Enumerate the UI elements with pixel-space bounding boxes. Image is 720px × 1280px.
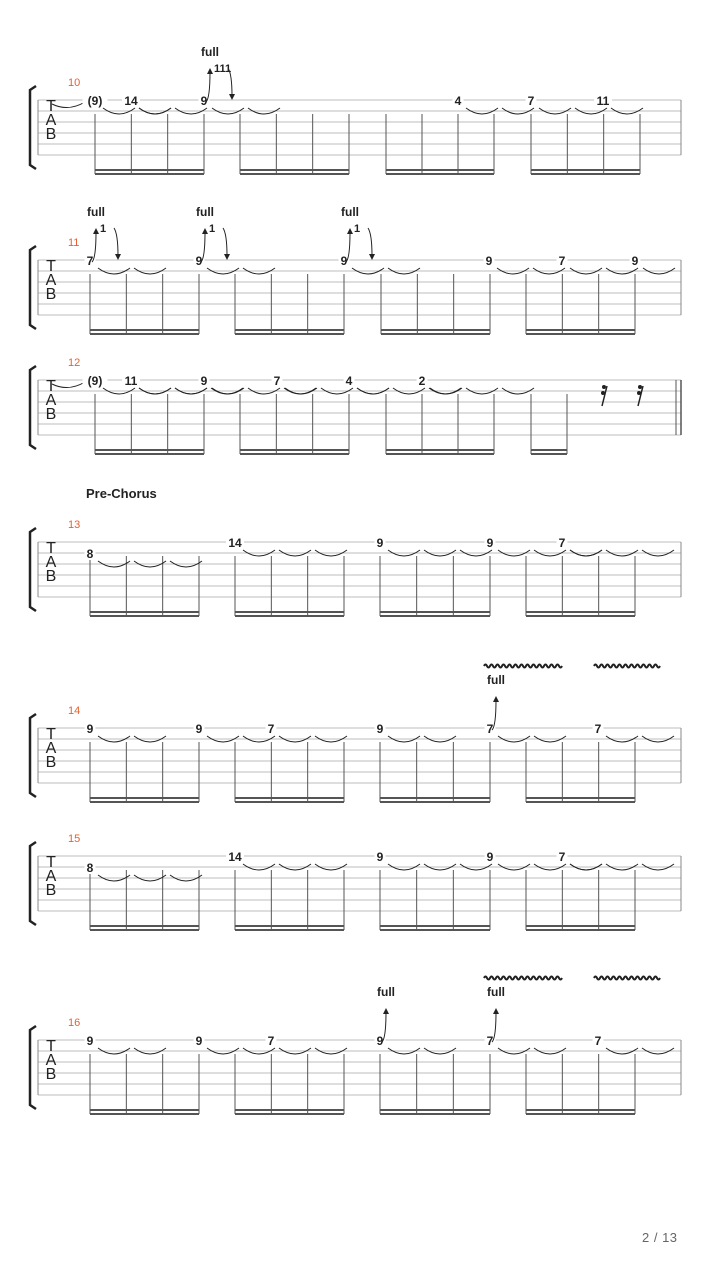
tie-arc — [52, 102, 85, 108]
tab-clef-letter: T — [46, 98, 56, 115]
beam — [526, 925, 635, 927]
fret-number: 9 — [195, 254, 203, 268]
release-arrowhead — [229, 94, 235, 100]
fret-number: 9 — [340, 254, 348, 268]
fret-number: 7 — [486, 722, 494, 736]
beam — [240, 449, 349, 451]
tab-clef-letter: B — [45, 882, 57, 899]
system-bracket — [30, 842, 36, 925]
beam — [235, 611, 344, 613]
tab-system-16 — [30, 977, 681, 1116]
fret-number: 9 — [485, 254, 493, 268]
beam — [380, 611, 490, 613]
fret-number: 9 — [486, 536, 494, 550]
system-bracket — [30, 1026, 36, 1109]
beam — [90, 801, 199, 803]
beam — [526, 611, 635, 613]
beam — [526, 1113, 635, 1115]
bend-arrowhead — [347, 228, 353, 234]
beam — [95, 449, 204, 451]
vibrato-line — [594, 665, 660, 668]
tab-clef-letter: A — [45, 554, 57, 571]
vibrato-line — [594, 977, 660, 980]
tab-system-14 — [30, 665, 681, 804]
beam — [235, 615, 344, 617]
page-number: 2 / 13 — [642, 1230, 678, 1245]
release-curve — [223, 228, 227, 256]
fret-number: 14 — [228, 850, 242, 864]
measure-number: 15 — [68, 833, 81, 845]
fret-number: 8 — [86, 861, 94, 875]
fret-number: (9) — [87, 94, 103, 108]
fret-number: 9 — [86, 722, 94, 736]
bend-arrowhead — [383, 1008, 389, 1014]
tab-clef-letter: A — [45, 272, 57, 289]
fret-number: 7 — [273, 374, 281, 388]
fret-number: 9 — [376, 722, 384, 736]
measure-number: 14 — [68, 705, 81, 717]
beam — [235, 333, 344, 335]
beam — [526, 797, 635, 799]
release-curve — [114, 228, 118, 256]
fret-number: 9 — [486, 850, 494, 864]
tab-system-15 — [30, 833, 681, 931]
beam — [90, 925, 199, 927]
bend-release-label: 111 — [214, 63, 232, 75]
beam — [526, 333, 635, 335]
fret-number: 7 — [267, 1034, 275, 1048]
beam — [235, 925, 344, 927]
beam — [531, 173, 640, 175]
beam — [95, 173, 204, 175]
beam — [235, 801, 344, 803]
vibrato-line — [484, 977, 562, 980]
beam — [386, 453, 494, 455]
bend-arrowhead — [493, 696, 499, 702]
fret-number: 4 — [345, 374, 353, 388]
beam — [531, 169, 640, 171]
beam — [95, 453, 204, 455]
beam — [381, 329, 490, 331]
beam — [380, 1113, 490, 1115]
fret-number: 9 — [195, 722, 203, 736]
fret-number: 11 — [124, 374, 138, 388]
beam — [95, 169, 204, 171]
system-bracket — [30, 366, 36, 449]
beam — [526, 801, 635, 803]
rest-dot — [602, 385, 606, 389]
rest-dot — [637, 391, 641, 395]
beam — [526, 615, 635, 617]
tab-clef-letter: A — [45, 740, 57, 757]
tab-system-12 — [30, 357, 681, 455]
beam — [380, 929, 490, 931]
fret-number: 11 — [596, 94, 610, 108]
fret-number: 9 — [195, 1034, 203, 1048]
beam — [386, 169, 494, 171]
tab-clef-letter: A — [45, 868, 57, 885]
fret-number: (9) — [87, 374, 103, 388]
rest-dot — [638, 385, 642, 389]
beam — [386, 449, 494, 451]
tab-system-11 — [30, 205, 681, 335]
beam — [526, 329, 635, 331]
fret-number: 9 — [200, 374, 208, 388]
beam — [90, 329, 199, 331]
beam — [235, 329, 344, 331]
system-bracket — [30, 86, 36, 169]
tab-clef-letter: T — [46, 378, 56, 395]
fret-number: 9 — [376, 850, 384, 864]
measure-number: 13 — [68, 519, 81, 531]
fret-number: 7 — [594, 1034, 602, 1048]
beam — [235, 1113, 344, 1115]
beam — [235, 929, 344, 931]
fret-number: 9 — [86, 1034, 94, 1048]
system-bracket — [30, 246, 36, 329]
tab-clef-letter: B — [45, 1066, 57, 1083]
beam — [526, 929, 635, 931]
bend-label: full — [87, 205, 105, 219]
bend-label: full — [341, 205, 359, 219]
tab-clef-letter: B — [45, 568, 57, 585]
beam — [531, 449, 567, 451]
fret-number: 9 — [376, 536, 384, 550]
system-bracket — [30, 528, 36, 611]
fret-number: 2 — [418, 374, 426, 388]
beam — [235, 797, 344, 799]
fret-number: 9 — [200, 94, 208, 108]
beam — [240, 453, 349, 455]
beam — [380, 797, 490, 799]
tab-clef-letter: T — [46, 854, 56, 871]
fret-number: 9 — [376, 1034, 384, 1048]
release-arrowhead — [115, 254, 121, 260]
beam — [90, 929, 199, 931]
beam — [90, 1113, 199, 1115]
fret-number: 7 — [558, 536, 566, 550]
bend-release-label: 1 — [100, 223, 107, 235]
beam — [235, 1109, 344, 1111]
measure-number: 11 — [68, 237, 80, 249]
tab-clef-letter: B — [45, 754, 57, 771]
measure-number: 16 — [68, 1017, 81, 1029]
fret-number: 7 — [594, 722, 602, 736]
bend-label: full — [377, 985, 395, 999]
tab-clef-letter: A — [45, 112, 57, 129]
fret-number: 8 — [86, 547, 94, 561]
system-bracket — [30, 714, 36, 797]
bend-release-label: 1 — [209, 223, 216, 235]
tab-clef-letter: T — [46, 540, 56, 557]
bend-label: full — [201, 45, 219, 59]
tab-system-13 — [30, 519, 681, 617]
tab-clef-letter: B — [45, 126, 57, 143]
fret-number: 7 — [558, 254, 566, 268]
beam — [380, 925, 490, 927]
rest-stem — [602, 386, 607, 406]
beam — [90, 333, 199, 335]
release-arrowhead — [369, 254, 375, 260]
tab-system-10 — [30, 45, 681, 175]
beam — [380, 615, 490, 617]
tab-clef-letter: T — [46, 726, 56, 743]
tab-clef-letter: A — [45, 1052, 57, 1069]
beam — [526, 1109, 635, 1111]
fret-number: 7 — [486, 1034, 494, 1048]
beam — [380, 801, 490, 803]
tab-clef-letter: B — [45, 406, 57, 423]
beam — [380, 1109, 490, 1111]
vibrato-line — [484, 665, 562, 668]
fret-number: 7 — [558, 850, 566, 864]
fret-number: 7 — [527, 94, 535, 108]
bend-arrowhead — [493, 1008, 499, 1014]
release-curve — [368, 228, 372, 256]
fret-number: 7 — [86, 254, 94, 268]
bend-label: full — [196, 205, 214, 219]
tab-clef-letter: B — [45, 286, 57, 303]
tab-clef-letter: T — [46, 1038, 56, 1055]
tab-clef-letter: A — [45, 392, 57, 409]
fret-number: 14 — [228, 536, 242, 550]
bend-arrowhead — [207, 68, 213, 74]
bend-arrowhead — [93, 228, 99, 234]
fret-number: 9 — [631, 254, 639, 268]
beam — [531, 453, 567, 455]
tie-arc — [52, 382, 85, 388]
beam — [90, 1109, 199, 1111]
section-label-pre-chorus: Pre-Chorus — [86, 486, 157, 501]
measure-number: 10 — [68, 77, 81, 89]
beam — [90, 615, 199, 617]
beam — [240, 173, 349, 175]
rest-stem — [638, 386, 643, 406]
fret-number: 4 — [454, 94, 462, 108]
bend-label: full — [487, 985, 505, 999]
beam — [386, 173, 494, 175]
bend-arrowhead — [202, 228, 208, 234]
bend-release-label: 1 — [354, 223, 361, 235]
bend-label: full — [487, 673, 505, 687]
beam — [381, 333, 490, 335]
rest-dot — [601, 391, 605, 395]
beam — [240, 169, 349, 171]
measure-number: 12 — [68, 357, 81, 369]
release-arrowhead — [224, 254, 230, 260]
beam — [90, 797, 199, 799]
beam — [90, 611, 199, 613]
tab-clef-letter: T — [46, 258, 56, 275]
fret-number: 7 — [267, 722, 275, 736]
fret-number: 14 — [124, 94, 138, 108]
